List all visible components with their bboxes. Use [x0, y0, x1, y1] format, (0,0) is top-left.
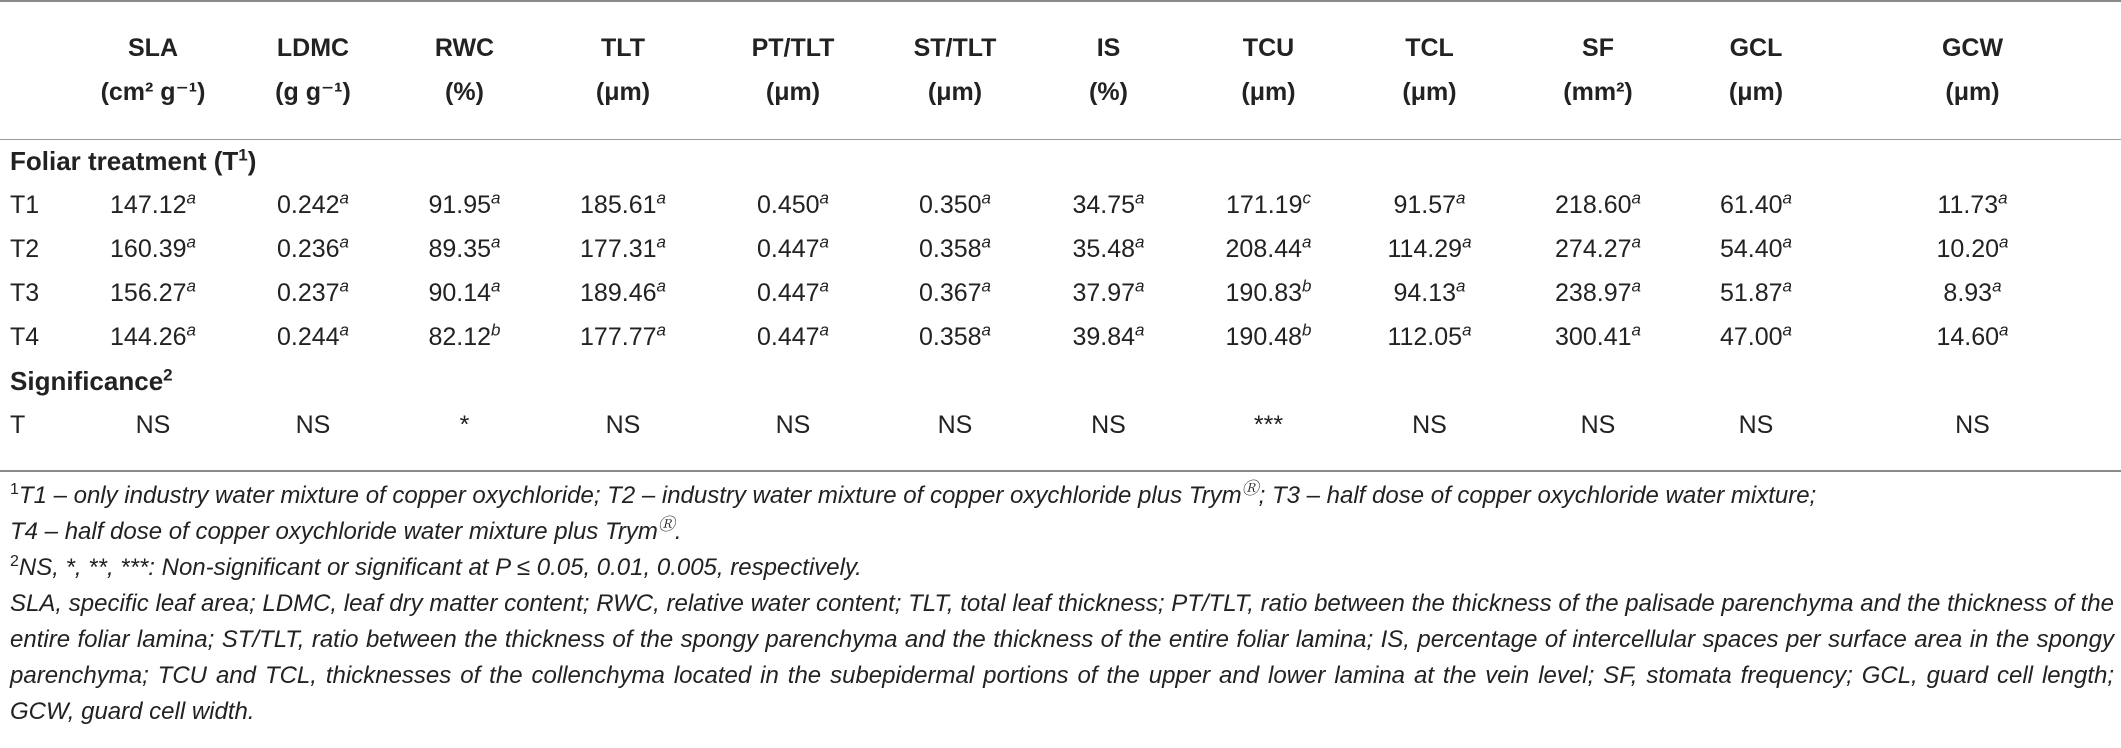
table-cell: NS — [775, 410, 811, 439]
header-cell — [70, 0, 236, 139]
table-row — [0, 315, 2121, 359]
bottom-rule — [0, 470, 2121, 472]
table-cell: 10.20$^a$ — [1936, 232, 2009, 263]
header-label: GCW — [1941, 33, 2004, 62]
table-cell: 91.95$^a$ — [428, 188, 501, 219]
table-cell: 0.447$^a$ — [756, 232, 830, 263]
table-cell: 238.97$^a$ — [1555, 276, 1641, 307]
table-cell: 0.242$^a$ — [276, 188, 350, 219]
table-cell: 185.61$^a$ — [580, 188, 666, 219]
table-cell: 35.48$^a$ — [1072, 232, 1145, 263]
header-row — [0, 0, 2121, 139]
header-label: SLA — [128, 33, 178, 62]
table-cell: 89.35$^a$ — [428, 232, 501, 263]
table-cell: 190.83$^b$ — [1225, 276, 1312, 307]
section-title: Foliar treatment $(T^1)$ — [10, 144, 257, 176]
abbreviations-note: SLA, specific leaf area; LDMC, leaf dry matter content; RWC, relative water content; TLT, total leaf thickness; PT/TLT, ratio between the thickness of the palisade parenchyma and the thickness of the entire foliar lamina; ST/TLT, ratio between the thickness of the spongy parenchyma and the thickness of the entire foliar lamina; IS, percentage of intercellular spaces per surface area in the spongy parenchyma; TCU and TCL, thicknesses of the collenchyma located in the subepidermal portions of the upper and lower lamina at the vein level; SF, stomata frequency; GCL, guard cell length; GCW, guard cell width. — [10, 590, 2114, 725]
header-cell — [1186, 0, 1351, 139]
table-cell: 0.367$^a$ — [918, 276, 992, 307]
table-cell: 54.40$^a$ — [1719, 232, 1793, 263]
table-cell: NS — [295, 410, 331, 439]
table-cell: 190.48$^b$ — [1225, 320, 1312, 351]
table-cell: 39.84$^a$ — [1072, 320, 1145, 351]
header-unit: (g g⁻¹) — [275, 77, 351, 106]
header-label: GCL — [1729, 33, 1783, 62]
table-cell: 47.00$^a$ — [1719, 320, 1793, 351]
header-unit: (μm) — [1945, 77, 2000, 106]
header-unit: (μm) — [927, 77, 983, 106]
header-cell — [539, 0, 707, 139]
header-cell — [1508, 0, 1688, 139]
header-unit: (μm) — [1402, 77, 1457, 106]
table-cell: 11.73$^a$ — [1937, 188, 2008, 219]
table-cell: 0.358$^a$ — [918, 320, 992, 351]
header-unit: (μm) — [765, 77, 821, 106]
header-unit: (μm) — [1728, 77, 1784, 106]
table-cell: 82.12$^b$ — [428, 320, 501, 351]
header-unit: (cm² g⁻¹) — [100, 77, 206, 106]
table-cell: NS — [1955, 410, 1990, 439]
footnote-1: $^1$T1 – only industry water mixture of copper oxychloride; T2 – industry water mixture of copper oxychloride plus TrymⓇ; T3 – half dose of copper oxychloride water mixture; — [10, 479, 1817, 509]
table-cell: 160.39$^a$ — [110, 232, 196, 263]
table-cell: 144.26$^a$ — [110, 320, 196, 351]
header-label: TCU — [1242, 33, 1295, 62]
table-cell: 51.87$^a$ — [1719, 276, 1793, 307]
table-cell: NS — [135, 410, 171, 439]
row-label: T1 — [10, 190, 40, 219]
header-label: SF — [1582, 33, 1614, 62]
table-cell: 61.40$^a$ — [1719, 188, 1793, 219]
table-cell: NS — [605, 410, 641, 439]
table-cell: 0.236$^a$ — [276, 232, 350, 263]
footnote-1-cont: T4 – half dose of copper oxychloride water mixture plus TrymⓇ. — [10, 515, 682, 545]
header-unit: (%) — [445, 77, 484, 106]
table-cell: NS — [1738, 410, 1774, 439]
table-cell: 34.75$^a$ — [1072, 188, 1145, 219]
header-cell — [879, 0, 1031, 139]
section-title: Significance$^2$ — [10, 364, 173, 396]
table-cell: 8.93$^a$ — [1943, 276, 2002, 307]
header-cell — [1031, 0, 1186, 139]
table-cell: 0.358$^a$ — [918, 232, 992, 263]
table-cell: 91.57$^a$ — [1393, 188, 1466, 219]
table-cell: 0.244$^a$ — [276, 320, 350, 351]
table-row — [0, 271, 2121, 315]
table-cell: 94.13$^a$ — [1393, 276, 1466, 307]
table-cell: NS — [1091, 410, 1126, 439]
table-cell: 300.41$^a$ — [1555, 320, 1641, 351]
table-cell: 218.60$^a$ — [1555, 188, 1641, 219]
table-cell: * — [459, 410, 470, 439]
table-cell: 37.97$^a$ — [1072, 276, 1145, 307]
header-cell — [1351, 0, 1508, 139]
table-cell: NS — [937, 410, 973, 439]
header-unit: (%) — [1089, 77, 1128, 106]
header-label: TCL — [1405, 33, 1454, 62]
table-cell: *** — [1253, 410, 1284, 439]
table-row — [0, 227, 2121, 271]
table-cell: 189.46$^a$ — [580, 276, 666, 307]
row-label: T4 — [10, 322, 40, 351]
table-cell: 0.350$^a$ — [918, 188, 992, 219]
header-cell — [236, 0, 390, 139]
header-label: LDMC — [276, 33, 350, 62]
header-cell — [707, 0, 879, 139]
header-cell — [1824, 0, 2121, 139]
table-cell: 0.447$^a$ — [756, 276, 830, 307]
table-cell: 171.19$^c$ — [1226, 188, 1311, 219]
header-label: PT/TLT — [751, 33, 835, 62]
table-footnotes — [10, 478, 2114, 730]
table-cell: 147.12$^a$ — [110, 188, 196, 219]
table-cell: 156.27$^a$ — [110, 276, 196, 307]
header-label: ST/TLT — [913, 33, 997, 62]
table-row-significance — [0, 403, 2121, 447]
header-cell — [390, 0, 539, 139]
table-cell: 177.77$^a$ — [580, 320, 666, 351]
section-row-significance — [0, 359, 2121, 403]
header-corner — [0, 0, 70, 139]
table-row — [0, 183, 2121, 227]
table-cell: 274.27$^a$ — [1555, 232, 1641, 263]
table-cell: 14.60$^a$ — [1936, 320, 2009, 351]
table-cell: 0.237$^a$ — [276, 276, 350, 307]
header-unit: (mm²) — [1563, 77, 1633, 106]
table-cell: 0.447$^a$ — [756, 320, 830, 351]
table-cell: 114.29$^a$ — [1387, 232, 1472, 263]
table-cell: NS — [1412, 410, 1447, 439]
header-unit: (μm) — [595, 77, 651, 106]
table-cell: 90.14$^a$ — [428, 276, 501, 307]
row-label: T3 — [10, 278, 40, 307]
section-row-foliar-treatment — [0, 139, 2121, 183]
table-cell: 0.450$^a$ — [756, 188, 830, 219]
row-label: T2 — [10, 234, 40, 263]
header-label: IS — [1096, 33, 1121, 62]
table-cell: 208.44$^a$ — [1225, 232, 1312, 263]
header-label: TLT — [601, 33, 645, 62]
header-cell — [1688, 0, 1824, 139]
table-cell: 177.31$^a$ — [580, 232, 666, 263]
header-label: RWC — [434, 33, 495, 62]
row-label: T — [10, 410, 26, 439]
header-unit: (μm) — [1241, 77, 1296, 106]
table-cell: NS — [1580, 410, 1616, 439]
footnote-2: $^2$NS, *, **, ***: Non-significant or significant at P ≤ 0.05, 0.01, 0.005, respectively. — [10, 553, 862, 581]
table-cell: 112.05$^a$ — [1387, 320, 1472, 351]
